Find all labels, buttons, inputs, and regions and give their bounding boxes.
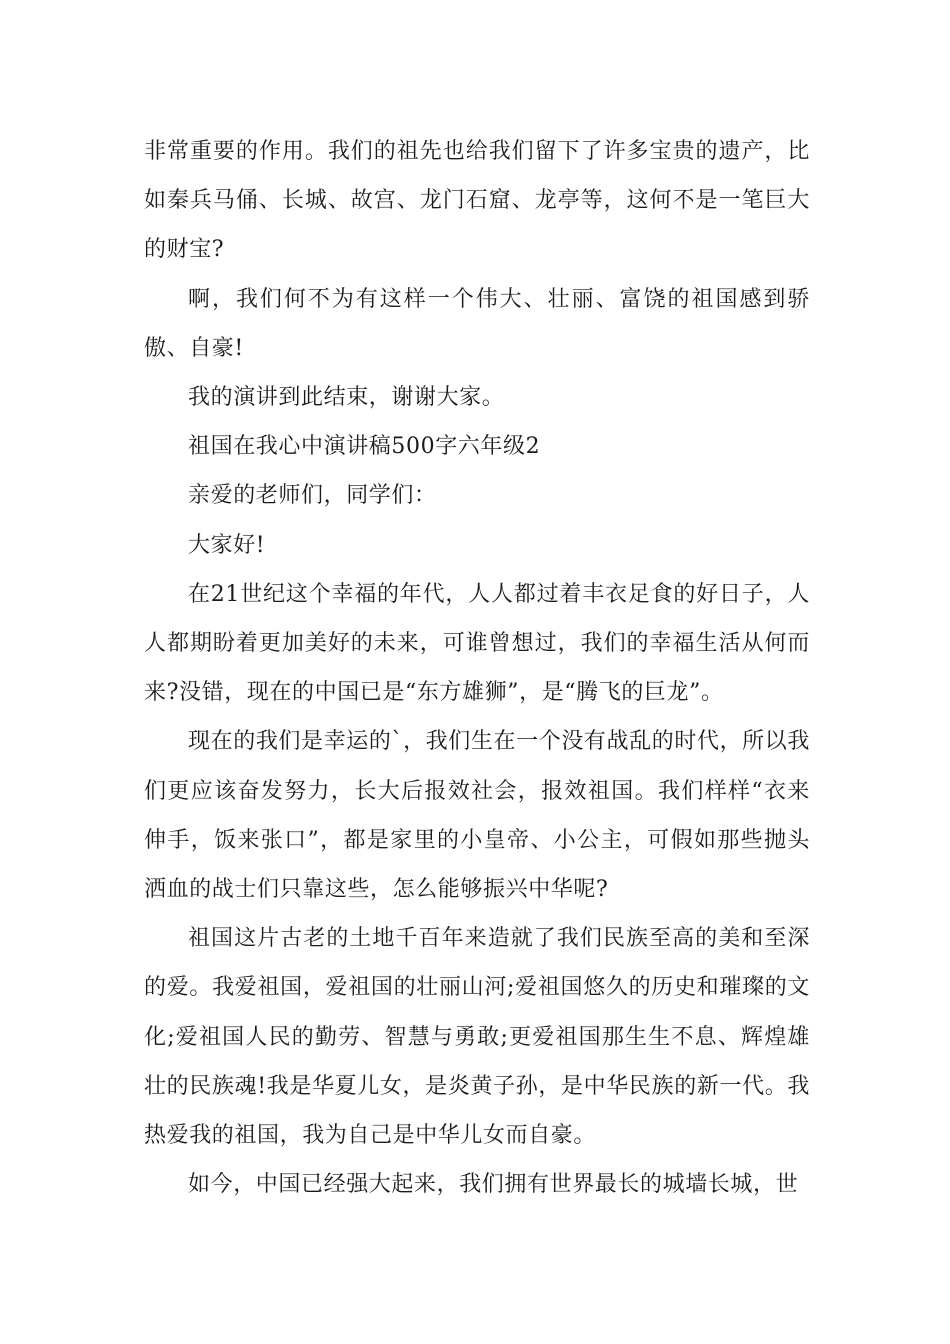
section-heading: 祖国在我心中演讲稿500字六年级2 <box>188 434 541 460</box>
paragraph-8: 现在的我们是幸运的`，我们生在一个没有战乱的时代，所以我们更应该奋发努力，长大后报效社会，报效祖国。我们样样“衣来伸手，饭来张口”，都是家里的小皇帝、小公主，可假如那些抛头洒血的战士们只靠这些，怎么能够振兴中华呢? <box>144 729 810 903</box>
document-body <box>144 127 810 1209</box>
salutation: 亲爱的老师们，同学们： <box>188 483 437 509</box>
paragraph-7: 在21世纪这个幸福的年代，人人都过着丰衣足食的好日子，人人都期盼着更加美好的未来，可谁曾想过，我们的幸福生活从何而来?没错，现在的中国已是“东方雄狮”，是“腾飞的巨龙”。 <box>144 581 810 706</box>
paragraph-2: 啊，我们何不为有这样一个伟大、壮丽、富饶的祖国感到骄傲、自豪! <box>144 286 810 361</box>
paragraph-9: 祖国这片古老的土地千百年来造就了我们民族至高的美和至深的爱。我爱祖国，爱祖国的壮丽山河;爱祖国悠久的历史和璀璨的文化;爱祖国人民的勤劳、智慧与勇敢;更爱祖国那生生不息、辉煌雄壮的民族魂!我是华夏儿女，是炎黄子孙，是中华民族的新一代。我热爱我的祖国，我为自己是中华儿女而自豪。 <box>144 926 810 1149</box>
paragraph-10: 如今，中国已经强大起来，我们拥有世界最长的城墙长城，世 <box>188 1172 799 1198</box>
paragraph-3: 我的演讲到此结束，谢谢大家。 <box>188 385 505 411</box>
greeting: 大家好! <box>188 532 266 558</box>
paragraph-1: 非常重要的作用。我们的祖先也给我们留下了许多宝贵的遗产，比如秦兵马俑、长城、故宫、龙门石窟、龙亭等，这何不是一笔巨大的财宝? <box>144 139 810 263</box>
